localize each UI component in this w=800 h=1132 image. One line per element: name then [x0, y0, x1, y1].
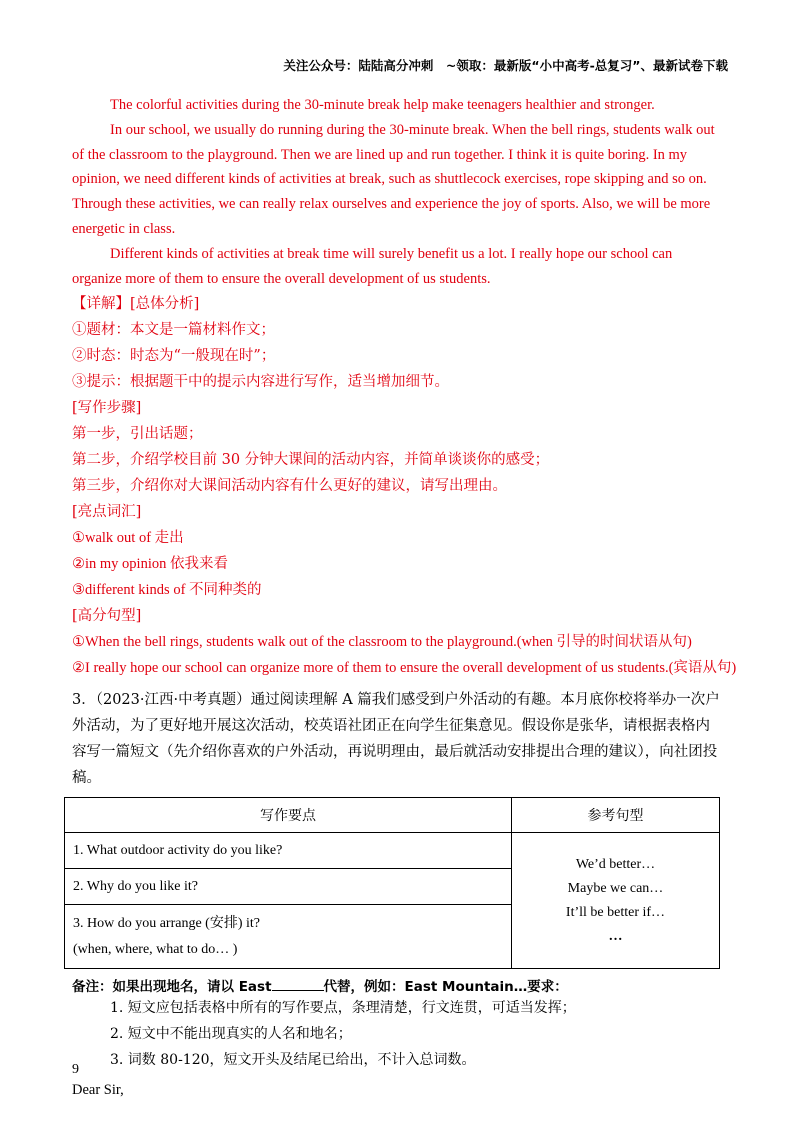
sentence-item: ②I really hope our school can organize more of them to ensure the overall development of us students.(宾语从句)	[72, 660, 737, 677]
table-row-line: (when, where, what to do… )	[73, 941, 238, 957]
writing-step: 第二步，介绍学校目前 30 分钟大课间的活动内容，并简单谈谈你的感受；	[72, 452, 550, 469]
table-row	[65, 905, 512, 969]
requirement: 3. 词数 80-120，短文开头及结尾已给出，不计入总词数。	[110, 1052, 476, 1069]
note-prefix: 备注：如果出现地名，请以 East	[72, 979, 272, 996]
table-header-points: 写作要点	[65, 798, 512, 833]
vocab-heading: [亮点词汇]	[72, 504, 142, 521]
greeting: Dear Sir,	[72, 1082, 124, 1099]
table-row: 2. Why do you like it?	[65, 869, 512, 905]
reference-sentence: It’ll be better if…	[565, 904, 666, 920]
essay-paragraph-1: In our school, we usually do running during the 30-minute break. When the bell rings, students walk out of the classroom to the playground. Then we are lined up and run together. I think it is quite boring. In my opinion, we need different kinds of activities at break, such as shuttlecock exercises, rope skipping and so on. Through these activities, we can really relax ourselves and experience the joy of sports. Also, we will be more energetic in class.	[72, 121, 715, 237]
page-header: 关注公众号：陆陆高分冲刺 ~领取：最新版“小中高考-总复习”、最新试卷下载	[283, 58, 728, 73]
reference-sentences	[512, 833, 720, 969]
writing-step: 第一步，引出话题；	[72, 426, 203, 443]
analysis-point: ①题材：本文是一篇材料作文；	[72, 322, 275, 339]
vocab-item: ②in my opinion 依我来看	[72, 556, 228, 573]
reference-ellipsis: …	[608, 928, 623, 944]
essay-title: The colorful activities during the 30-minute break help make teenagers healthier and stronger.	[110, 97, 655, 113]
vocab-item: ①walk out of 走出	[72, 530, 184, 547]
vocab-item: ③different kinds of 不同种类的	[72, 582, 262, 599]
writing-table	[64, 797, 720, 969]
table-row: 1. What outdoor activity do you like?	[65, 833, 512, 869]
requirement: 2. 短文中不能出现真实的人名和地名；	[110, 1026, 352, 1043]
reference-sentence: We’d better…	[575, 856, 656, 872]
page-number: 9	[72, 1062, 79, 1077]
blank-line	[272, 978, 324, 991]
note	[72, 975, 720, 995]
steps-heading: [写作步骤]	[72, 400, 142, 417]
requirement: 1. 短文应包括表格中所有的写作要点，条理清楚，行文连贯，可适当发挥；	[110, 1000, 576, 1017]
page-content	[72, 93, 737, 1103]
table-header-reference: 参考句型	[512, 798, 720, 833]
analysis-point: ③提示：根据题干中的提示内容进行写作，适当增加细节。	[72, 374, 449, 391]
question-text: 3．（2023·江西·中考真题）通过阅读理解 A 篇我们感受到户外活动的有趣。本月底你校将举办一次户外活动，为了更好地开展这次活动，校英语社团正在向学生征集意见。假设你是张华，请根据表格内容写一篇短文（先介绍你喜欢的户外活动，再说明理由，最后就活动安排提出合理的建议），向社团投稿。	[72, 692, 720, 787]
note-suffix: 代替，例如：East Mountain…要求：	[323, 979, 568, 996]
reference-sentence: Maybe we can…	[567, 880, 664, 896]
sentence-heading: [高分句型]	[72, 608, 142, 625]
detail-heading: 【详解】[总体分析]	[72, 296, 200, 313]
table-row-line: 3. How do you arrange (安排) it?	[73, 915, 261, 931]
sentence-item: ①When the bell rings, students walk out of the classroom to the playground.(when 引导的时间状语从句)	[72, 634, 692, 651]
writing-step: 第三步，介绍你对大课间活动内容有什么更好的建议，请写出理由。	[72, 478, 507, 495]
analysis-point: ②时态：时态为“一般现在时”；	[72, 348, 276, 365]
essay-paragraph-2: Different kinds of activities at break time will surely benefit us a lot. I really hope our school can organize more of them to ensure the overall development of us students.	[72, 245, 673, 287]
